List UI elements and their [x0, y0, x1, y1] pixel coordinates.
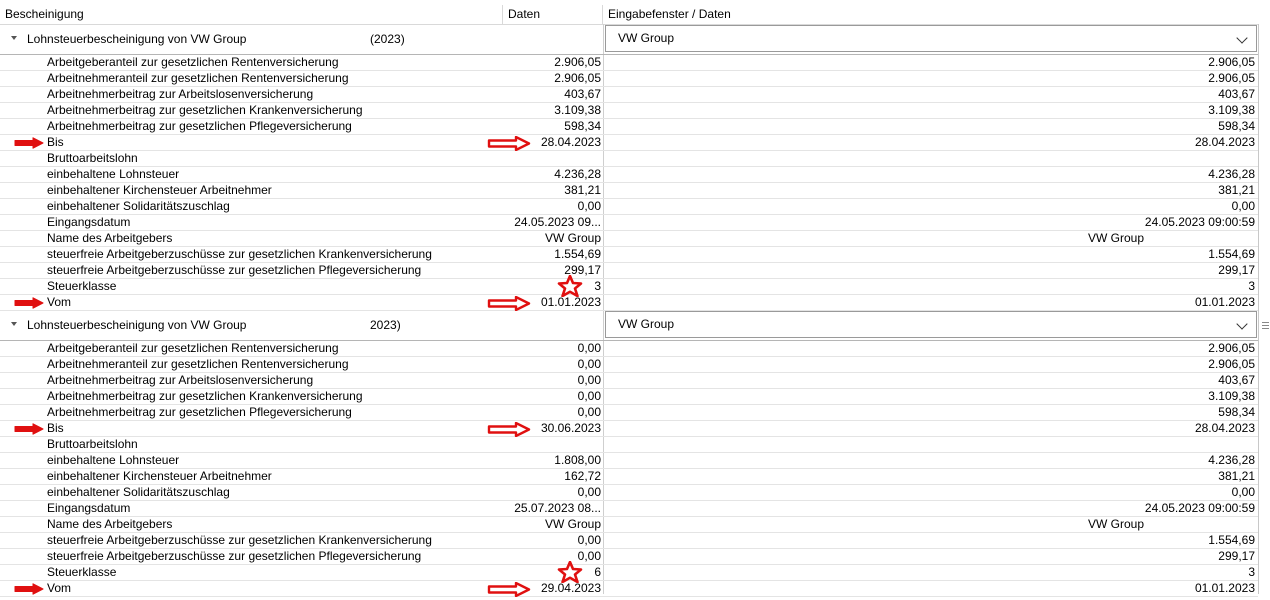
table-row[interactable] [0, 581, 1258, 597]
row-daten-value: 29.04.2023 [540, 581, 601, 595]
row-daten-value: 0,00 [577, 533, 601, 547]
red-arrow-icon [13, 423, 45, 435]
group-header[interactable] [0, 24, 1258, 55]
row-label: einbehaltener Solidaritätszuschlag [47, 199, 230, 213]
row-label: Vom [47, 295, 72, 309]
row-daten-value: VW Group [544, 231, 601, 245]
row-eingabe-value[interactable]: 403,67 [1218, 87, 1255, 101]
row-label: Arbeitnehmerbeitrag zur Arbeitslosenversicherung [47, 87, 314, 101]
row-eingabe-value[interactable]: 28.04.2023 [1194, 421, 1255, 435]
row-daten-value: 0,00 [577, 549, 601, 563]
table-row[interactable] [0, 279, 1258, 295]
row-daten-value: 3.109,38 [554, 103, 601, 117]
row-eingabe-value[interactable]: VW Group [1088, 517, 1145, 531]
table-row[interactable] [0, 405, 1258, 421]
chevron-down-icon[interactable] [1236, 318, 1247, 329]
table-row[interactable] [0, 295, 1258, 311]
row-eingabe-value[interactable]: 4.236,28 [1208, 167, 1255, 181]
row-daten-value: 598,34 [564, 119, 601, 133]
row-daten-value: 3 [594, 279, 601, 293]
row-daten-value: 381,21 [564, 183, 601, 197]
table-row[interactable] [0, 565, 1258, 581]
row-eingabe-value[interactable]: 28.04.2023 [1194, 135, 1255, 149]
row-eingabe-value[interactable]: 598,34 [1218, 119, 1255, 133]
row-label: Bis [47, 421, 64, 435]
row-daten-value: VW Group [544, 517, 601, 531]
row-label: Arbeitnehmerbeitrag zur gesetzlichen Krankenversicherung [47, 103, 363, 117]
row-label: Arbeitnehmeranteil zur gesetzlichen Rentenversicherung [47, 71, 349, 85]
triangle-down-icon[interactable] [11, 36, 17, 40]
row-label: Arbeitnehmerbeitrag zur Arbeitslosenversicherung [47, 373, 314, 387]
row-label: Arbeitgeberanteil zur gesetzlichen Rentenversicherung [47, 341, 339, 355]
table-row[interactable] [0, 135, 1258, 151]
row-eingabe-value[interactable]: 0,00 [1231, 485, 1255, 499]
row-eingabe-value[interactable]: 0,00 [1231, 199, 1255, 213]
group-title: Lohnsteuerbescheinigung von VW Group [27, 318, 247, 332]
row-eingabe-value[interactable]: 2.906,05 [1208, 341, 1255, 355]
row-daten-value: 299,17 [564, 263, 601, 277]
row-eingabe-value[interactable]: 24.05.2023 09:00:59 [1144, 501, 1255, 515]
row-daten-value: 0,00 [577, 389, 601, 403]
red-arrow-icon [13, 583, 45, 595]
row-daten-value: 28.04.2023 [540, 135, 601, 149]
table-row[interactable] [0, 167, 1258, 183]
table-row[interactable] [0, 263, 1258, 279]
table-row[interactable] [0, 103, 1258, 119]
row-daten-value: 4.236,28 [554, 167, 601, 181]
table-row[interactable] [0, 55, 1258, 71]
table-row[interactable] [0, 231, 1258, 247]
row-daten-value: 0,00 [577, 199, 601, 213]
row-label: Eingangsdatum [47, 215, 131, 229]
certificate-group [0, 310, 1258, 597]
row-label: Steuerklasse [47, 565, 117, 579]
row-eingabe-value[interactable]: 299,17 [1218, 263, 1255, 277]
group-year: 2023) [370, 318, 401, 332]
row-label: Arbeitgeberanteil zur gesetzlichen Rentenversicherung [47, 55, 339, 69]
column-header [0, 5, 1258, 25]
table-row[interactable] [0, 469, 1258, 485]
table-row[interactable] [0, 437, 1258, 453]
row-label: Eingangsdatum [47, 501, 131, 515]
row-eingabe-value[interactable]: 3.109,38 [1208, 389, 1255, 403]
row-daten-value: 30.06.2023 [540, 421, 601, 435]
column-daten[interactable]: Daten [503, 5, 603, 24]
row-label: Arbeitnehmerbeitrag zur gesetzlichen Pflegeversicherung [47, 405, 352, 419]
row-daten-value: 0,00 [577, 405, 601, 419]
row-daten-value: 6 [594, 565, 601, 579]
red-arrow-icon [13, 137, 45, 149]
row-label: Vom [47, 581, 72, 595]
row-label: einbehaltener Kirchensteuer Arbeitnehmer [47, 183, 272, 197]
table-row[interactable] [0, 501, 1258, 517]
table-row[interactable] [0, 341, 1258, 357]
table-row[interactable] [0, 373, 1258, 389]
row-label: einbehaltene Lohnsteuer [47, 167, 180, 181]
table-row[interactable] [0, 199, 1258, 215]
scrollbar-grip[interactable] [1262, 322, 1269, 323]
table-row[interactable] [0, 533, 1258, 549]
row-daten-value: 0,00 [577, 485, 601, 499]
employer-dropdown[interactable] [605, 311, 1257, 338]
row-eingabe-value[interactable]: 2.906,05 [1208, 357, 1255, 371]
row-label: Name des Arbeitgebers [47, 231, 173, 245]
row-daten-value: 01.01.2023 [540, 295, 601, 309]
row-label: einbehaltener Kirchensteuer Arbeitnehmer [47, 469, 272, 483]
row-label: Arbeitnehmerbeitrag zur gesetzlichen Krankenversicherung [47, 389, 363, 403]
group-header-left[interactable] [0, 24, 603, 54]
group-year: (2023) [370, 32, 405, 46]
table-row[interactable] [0, 151, 1258, 167]
scrollbar-grip[interactable] [1262, 325, 1269, 326]
group-header[interactable] [0, 310, 1258, 341]
row-daten-value: 24.05.2023 09... [514, 215, 601, 229]
row-eingabe-value[interactable]: 381,21 [1218, 469, 1255, 483]
row-label: steuerfreie Arbeitgeberzuschüsse zur gesetzlichen Krankenversicherung [47, 247, 432, 261]
row-eingabe-value[interactable]: 3 [1248, 565, 1255, 579]
table-row[interactable] [0, 87, 1258, 103]
row-daten-value: 2.906,05 [554, 55, 601, 69]
row-daten-value: 162,72 [564, 469, 601, 483]
dropdown-value: VW Group [618, 31, 675, 45]
row-eingabe-value[interactable]: 1.554,69 [1208, 533, 1255, 547]
row-eingabe-value[interactable]: 2.906,05 [1208, 55, 1255, 69]
row-eingabe-value[interactable]: 3 [1248, 279, 1255, 293]
chevron-down-icon[interactable] [1236, 32, 1247, 43]
table-row[interactable] [0, 215, 1258, 231]
row-daten-value: 1.554,69 [554, 247, 601, 261]
row-daten-value: 403,67 [564, 87, 601, 101]
triangle-down-icon[interactable] [11, 322, 17, 326]
group-header-left[interactable] [0, 310, 603, 340]
row-daten-value: 2.906,05 [554, 71, 601, 85]
row-daten-value: 0,00 [577, 341, 601, 355]
row-eingabe-value[interactable]: 2.906,05 [1208, 71, 1255, 85]
row-eingabe-value[interactable]: 381,21 [1218, 183, 1255, 197]
column-bescheinigung[interactable]: Bescheinigung [0, 5, 503, 24]
employer-dropdown[interactable] [605, 25, 1257, 52]
row-daten-value: 1.808,00 [554, 453, 601, 467]
table-row[interactable] [0, 549, 1258, 565]
scrollbar-grip[interactable] [1262, 328, 1269, 329]
row-label: Bruttoarbeitslohn [47, 437, 138, 451]
red-arrow-icon [13, 297, 45, 309]
table-row[interactable] [0, 119, 1258, 135]
column-eingabe[interactable]: Eingabefenster / Daten [608, 7, 731, 21]
row-label: steuerfreie Arbeitgeberzuschüsse zur gesetzlichen Pflegeversicherung [47, 263, 422, 277]
table-row[interactable] [0, 389, 1258, 405]
row-label: Arbeitnehmerbeitrag zur gesetzlichen Pflegeversicherung [47, 119, 352, 133]
row-eingabe-value[interactable]: 299,17 [1218, 549, 1255, 563]
row-label: einbehaltener Solidaritätszuschlag [47, 485, 230, 499]
column-divider-right [1258, 24, 1259, 594]
table-row[interactable] [0, 357, 1258, 373]
row-label: Bis [47, 135, 64, 149]
row-label: Bruttoarbeitslohn [47, 151, 138, 165]
row-daten-value: 25.07.2023 08... [514, 501, 601, 515]
row-daten-value: 0,00 [577, 357, 601, 371]
table-row[interactable] [0, 71, 1258, 87]
table-row[interactable] [0, 517, 1258, 533]
table-row[interactable] [0, 485, 1258, 501]
row-label: steuerfreie Arbeitgeberzuschüsse zur gesetzlichen Krankenversicherung [47, 533, 432, 547]
row-eingabe-value[interactable]: 403,67 [1218, 373, 1255, 387]
row-label: Steuerklasse [47, 279, 117, 293]
row-eingabe-value[interactable]: 3.109,38 [1208, 103, 1255, 117]
row-eingabe-value[interactable]: 24.05.2023 09:00:59 [1144, 215, 1255, 229]
row-eingabe-value[interactable]: VW Group [1088, 231, 1145, 245]
table-row[interactable] [0, 183, 1258, 199]
row-eingabe-value[interactable]: 01.01.2023 [1194, 295, 1255, 309]
row-label: Arbeitnehmeranteil zur gesetzlichen Rentenversicherung [47, 357, 349, 371]
row-eingabe-value[interactable]: 01.01.2023 [1194, 581, 1255, 595]
table-row[interactable] [0, 247, 1258, 263]
row-eingabe-value[interactable]: 4.236,28 [1208, 453, 1255, 467]
dropdown-value: VW Group [618, 317, 675, 331]
row-label: steuerfreie Arbeitgeberzuschüsse zur gesetzlichen Pflegeversicherung [47, 549, 422, 563]
row-eingabe-value[interactable]: 1.554,69 [1208, 247, 1255, 261]
certificate-group [0, 24, 1258, 311]
table-row[interactable] [0, 453, 1258, 469]
table-row[interactable] [0, 421, 1258, 437]
row-daten-value: 0,00 [577, 373, 601, 387]
row-label: Name des Arbeitgebers [47, 517, 173, 531]
group-title: Lohnsteuerbescheinigung von VW Group [27, 32, 247, 46]
row-label: einbehaltene Lohnsteuer [47, 453, 180, 467]
row-eingabe-value[interactable]: 598,34 [1218, 405, 1255, 419]
